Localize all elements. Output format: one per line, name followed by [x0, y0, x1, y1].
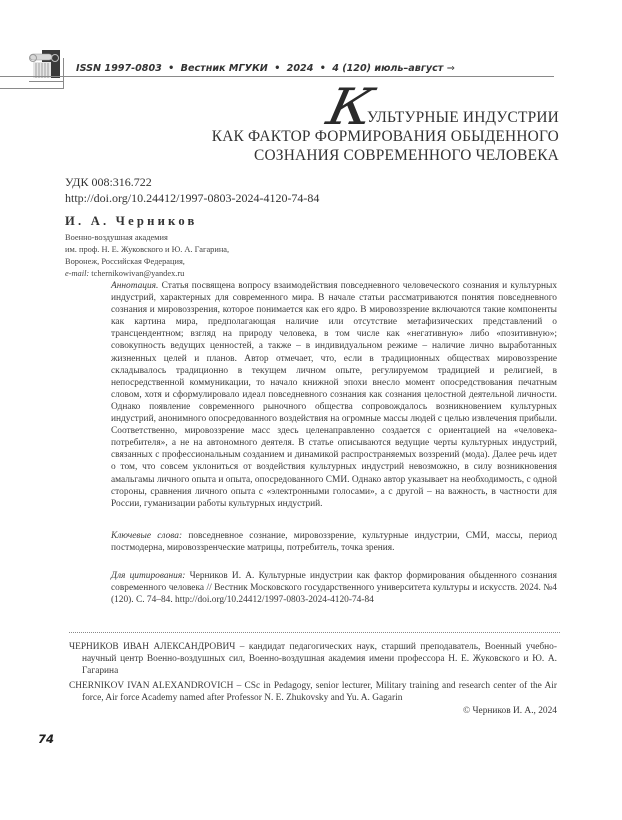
header-frame-line: [29, 81, 64, 82]
journal-name: Вестник МГУКИ: [180, 63, 268, 74]
annotation-label: Аннотация.: [111, 281, 159, 291]
title-line-3: СОЗНАНИЯ СОВРЕМЕННОГО ЧЕЛОВЕКА: [254, 147, 559, 164]
article-title: [211, 78, 559, 165]
separator: •: [274, 63, 281, 74]
author-bio-en: [69, 680, 557, 704]
citation: [111, 570, 557, 606]
doi-link[interactable]: http://doi.org/10.24412/1997-0803-2024-4120-74-84: [65, 190, 320, 205]
email-label: e-mail:: [65, 269, 90, 278]
email-link[interactable]: tchernikowivan@yandex.ru: [91, 269, 185, 278]
article-meta: [65, 175, 319, 206]
affiliation-line: им. проф. Н. Е. Жуковского и Ю. А. Гагарина,: [65, 245, 230, 254]
year: 2024: [286, 63, 314, 74]
author-bio-ru: [69, 641, 557, 677]
header-rule: [0, 76, 554, 77]
annotation-text: Статья посвящена вопросу взаимодействия повседневного человеческого сознания и культурных индустрий, характерных для современного мира. В начале статьи рассматриваются понятия повседневного сознания и мировоззрения, которое понимается как его ядро. В мировоззрение включаются такие компоненты как картина мира, предполагающая наличие или отсутствие метафизических представлений о трансцендентном; взгляд на природу человека, в том числе как «негативную» либо «позитивную»; совокупность ведущих ценностей, а также – в индивидуальном режиме – наличие лично выработанных жизненных целей и планов. Автор отмечает, что, если в традиционных обществах мировоззрение складывалось традиционно в текущем личном опыте, регулируемом традицией и религией, в непосредственной коммуникации, то начало книжной эпохи внесло момент опосредствования печатным словом, хотя и сформулировало идеал повседневного сознания как сознания целостной деятельной личности. Однако появление современного рыночного общества сопровождалось возникновением культурных индустрий, анонимного опосредованного воздействия на огромные массы людей с целью извлечения прибыли. Соответственно, мировоззрение масс здесь целенаправленно создается с ориентацией на «человека-потребителя», а не на автономного деятеля. В статье описываются ведущие черты культурных индустрий, связанных с профессиональным созданием и динамикой распространяемых воззрений (мода). Далее речь идет о том, что совсем уклониться от воздействия культурных индустрий невозможно, в силу возникновения амальгамы личного опыта и опыта, опосредованного СМИ. Однако автор указывает на необходимость, с одной стороны, сравнения личного опыта с «электронными голосами», а с другой – на важность, в частности для России, гуманизации работы культурных индустрий.: [111, 281, 558, 509]
separator: •: [319, 63, 326, 74]
dotted-divider: [69, 632, 560, 633]
affiliation-line: Воронеж, Российская Федерация,: [65, 257, 185, 266]
header-frame-line: [63, 58, 64, 88]
annotation: [111, 280, 557, 510]
keywords-label: Ключевые слова:: [111, 531, 183, 541]
keywords: [111, 530, 557, 554]
bio-ru-text: ЧЕРНИКОВ ИВАН АЛЕКСАНДРОВИЧ – кандидат педагогических наук, старший преподаватель, Военный учебно-научный центр Военно-воздушных сил, Военно-воздушная академия имени профессора Н. Е. Жуковского и Ю. А. Гагарина: [69, 642, 557, 677]
title-line-1: [212, 78, 559, 136]
title-dropcap: К: [322, 78, 379, 136]
separator: •: [168, 63, 175, 74]
header-frame-line: [0, 88, 64, 89]
udc-code: УДК 008:316.722: [65, 175, 152, 189]
arrow-right-icon: ⇒: [446, 63, 455, 74]
title-line-1-text: УЛЬТУРНЫЕ ИНДУСТРИИ: [367, 109, 559, 126]
bio-en-text: CHERNIKOV IVAN ALEXANDROVICH – CSc in Pedagogy, senior lecturer, Military training and research center of the Air force, Air force Academy named after Professor N. E. Zhukovsky and Yu. A. Gagarin: [69, 681, 557, 704]
running-header: [76, 63, 455, 74]
author-name: И. А. Черников: [65, 214, 198, 228]
issn: ISSN 1997-0803: [76, 63, 162, 74]
keywords-text: повседневное сознание, мировоззрение, культурные индустрии, СМИ, массы, период постмодерна, мировоззренческие матрицы, потребитель, точка зрения.: [111, 531, 557, 554]
copyright: © Черников И. А., 2024: [463, 706, 557, 716]
title-line-2: КАК ФАКТОР ФОРМИРОВАНИЯ ОБЫДЕННОГО: [211, 128, 559, 145]
citation-label: Для цитирования:: [111, 571, 186, 581]
author-affiliation: [65, 232, 229, 280]
citation-text: Черников И. А. Культурные индустрии как фактор формирования обыденного сознания современного человека // Вестник Московского государственного университета культуры и искусств. 2024. №4 (120). С. 74–84. http://doi.org/10.24412/1997-0803-2024-4120-74-84: [111, 571, 557, 606]
issue: 4 (120) июль–август: [332, 63, 444, 74]
affiliation-line: Военно-воздушная академия: [65, 233, 168, 242]
email-line: [65, 268, 229, 280]
page-number: 74: [38, 732, 55, 746]
